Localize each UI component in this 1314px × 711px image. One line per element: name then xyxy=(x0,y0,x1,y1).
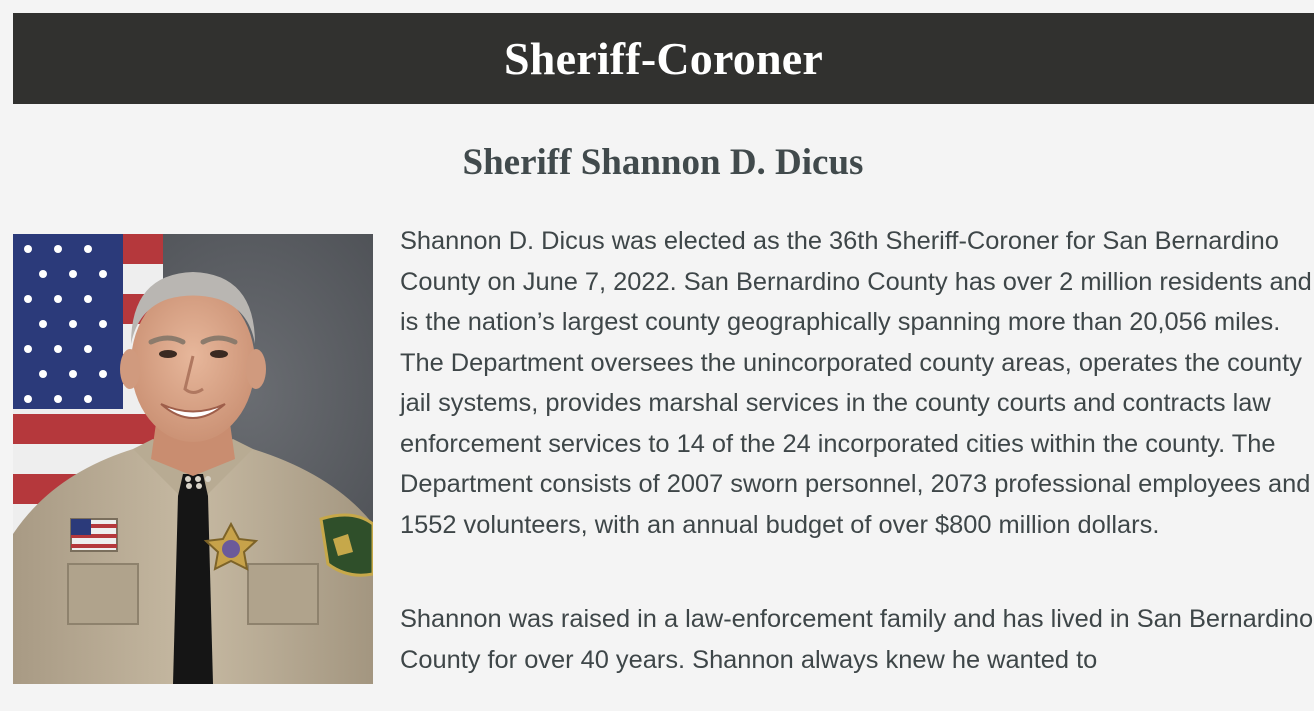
sheriff-biography xyxy=(400,221,1314,680)
shoulder-patch-icon xyxy=(321,515,373,575)
page-title: Sheriff-Coroner xyxy=(504,32,823,84)
bio-paragraph: Shannon was raised in a law-enforcement family and has lived in San Bernardino County for over 40 years. Shannon always knew he wanted to xyxy=(400,605,1314,674)
bio-paragraph: Shannon D. Dicus was elected as the 36th Sheriff-Coroner for San Bernardino County on June 7, 2022. San Bernardino County has over 2 million residents and is the nation’s largest county geographically spanning more than 20,056 miles. The Department oversees the unincorporated county areas, operates the county jail systems, provides marshal services in the county courts and contracts law enforcement services to 14 of the 24 incorporated cities within the county. The Department consists of 2007 sworn personnel, 2073 professional employees and 1552 volunteers, with an annual budget of over $800 million dollars. xyxy=(400,227,1312,539)
sheriff-name-heading: Sheriff Shannon D. Dicus xyxy=(462,142,864,183)
portrait-illustration xyxy=(13,234,373,684)
flag-patch-icon xyxy=(71,519,117,551)
page-header-banner xyxy=(13,13,1314,104)
sheriff-portrait-photo xyxy=(13,234,373,684)
